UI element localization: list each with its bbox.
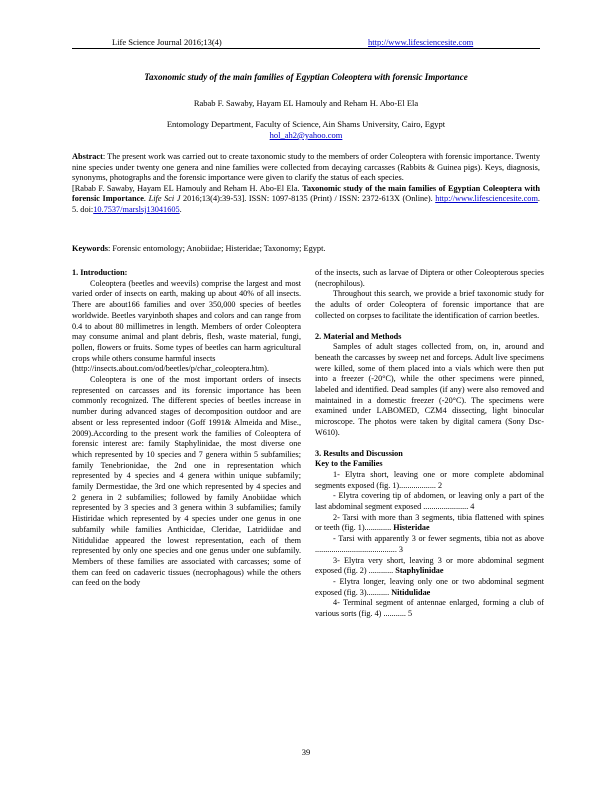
key-item: [315, 577, 544, 598]
citation-after-url: . 5. doi:: [72, 194, 540, 214]
page-number: 39: [301, 747, 311, 757]
key-item-family: Staphylinidae: [395, 566, 444, 576]
intro-paragraph-continued: of the insects, such as larvae of Diptera or other Coleopterous species (necrophilous).: [315, 268, 544, 288]
paper-title: Taxonomic study of the main families of Egyptian Coleoptera with forensic Importance: [144, 72, 468, 82]
key-item-text: 3- Elytra very short, leaving 3 or more abdominal segment exposed (fig. 2) ............: [315, 555, 544, 576]
abstract-block: [72, 152, 540, 216]
key-item: [315, 470, 544, 491]
key-item: [315, 556, 544, 577]
header-rule: [72, 48, 540, 49]
section-heading-introduction: 1. Introduction:: [72, 268, 128, 277]
methods-paragraph: Samples of adult stages collected from, on, in, around and beneath the carcasses by sweep net and forceps. Adult live specimens were killed, some of them placed into a vials which were then put into a freezer (-20°C), while the other specimens were pinned, labeled and identified. Dead samples (if any) were also removed and maintained in a domestic freezer (-20°C). The specimens were examined under LABOMED, CZM4 dissecting, light binocular microscope. The photos were taken by digital camera (Sony Dsc-W610).: [315, 342, 544, 437]
intro-paragraph-1: Coleoptera (beetles and weevils) comprise the largest and most varied order of insects on earth, making up about 40% of all insects. There are about166 families and over 350,000 species of beetles worldwide. Beetles varyinboth shapes and colors and can range from 0.4 to about 80 millimetres in length. Members of order Coleoptera may consume animal and plant debris, flesh, waste material, fungi, pollen, flowers or fruits. Some types of beetles can harm agricultural crops while others consume harmful insects: [72, 278, 301, 363]
citation-rest: 2016;13(4):39-53]. ISSN: 1097-8135 (Print) / ISSN: 2372-613X (Online).: [180, 194, 436, 204]
intro-paragraph-3: Throughout this search, we provide a brief taxonomic study for the adults of order Coleoptera of forensic importance that are collected on corpses to facilitate the identification of carrion beetles.: [315, 289, 544, 320]
key-item-text: 1- Elytra short, leaving one or more complete abdominal segments exposed (fig. 1).................. 2: [315, 469, 544, 490]
citation-end: .: [179, 204, 182, 214]
key-item-text: - Tarsi with apparently 3 or fewer segments, tibia not as above ........................................ 3: [315, 534, 544, 554]
affiliation: Entomology Department, Faculty of Science, Ain Shams University, Cairo, Egypt: [166, 119, 446, 129]
section-heading-methods: 2. Material and Methods: [315, 331, 402, 341]
running-header-url-link[interactable]: http://www.lifesciencesite.com: [368, 37, 474, 47]
key-item: [315, 491, 544, 512]
intro-url: (http://insects.about.com/od/beetles/p/char_coleoptera.htm).: [72, 364, 269, 374]
citation-title: Taxonomic study of the main families of Egyptian Coleoptera with forensic Importance: [72, 183, 540, 204]
right-column: [315, 268, 544, 620]
key-heading: Key to the Families: [315, 459, 383, 469]
citation-journal: . Life Sci J: [143, 194, 181, 204]
key-list: [315, 470, 544, 620]
section-heading-results: 3. Results and Discussion: [315, 448, 403, 458]
citation-url-link[interactable]: http://www.lifesciencesite.com: [435, 194, 538, 204]
abstract-text: : The present work was carried out to create taxonomic study to the members of order Coleoptera with forensic importance. Twenty nine species under twenty one genera and nine families were collected from decaying carcasses (Rabbits & Guinea pigs). Keys, diagnosis, synonyms, photographs and the forensic importance were given to clarify the status of each species.: [72, 152, 540, 183]
email-wrap: [72, 130, 540, 140]
key-item-text: - Elytra longer, leaving only one or two abdominal segment exposed (fig. 3)...........: [315, 576, 544, 597]
abstract-label: Abstract: [72, 152, 103, 161]
keywords-label: Keywords: [72, 244, 108, 253]
keywords-line: [72, 244, 540, 253]
doi-link[interactable]: 10.7537/marslsj13041605: [93, 204, 180, 214]
key-item-family: Nitidulidae: [391, 587, 431, 597]
key-item-text: - Elytra covering tip of abdomen, or leaving only a part of the last abdominal segment exposed ...................... 4: [315, 491, 544, 512]
authors: Rabab F. Sawaby, Hayam EL Hamouly and Reham H. Abo-El Ela: [193, 98, 419, 108]
key-item: [315, 598, 544, 619]
intro-paragraph-2: Coleoptera is one of the most important orders of insects represented on carcasses and its forensic importance has been commonly recognized. The different species of beetles increase in number during advanced stages of decomposition outdoor and are absent or less represented indoor (Goff 1991& Almeida and Mise., 2009).According to the present work the families of Coleoptera of forensic interest are: family Staphylinidae, the most diverse one which represented by 10 species and 7 genera within 5 subfamilies; family Tenebrionidae, the 2nd one in representation which represented by 4 species and 4 genera within unique subfamily; family Dermestidae, the 3rd one which represented by 4 species and 2 genera in 2 subfamilies; followed by family Anobiidae which represented by 3 species and 3 genera within 3 subfamilies; family Histiridae which represented by 4 species under one genus in one subfamily while families Anthicidae, Cleridae, Latridiidae and Nitidulidae appeared the lowest representation, each of them represented by only one species and one genus under one subfamily. Members of these families are associated with carcasses; some of them can feed on cadaveric tissues (necrophagous) while the others can feed on the body: [72, 375, 301, 588]
key-item-family: Histeridae: [393, 523, 430, 533]
keywords-text: : Forensic entomology; Anobiidae; Histeridae; Taxonomy; Egypt.: [107, 244, 326, 253]
key-item: [315, 534, 544, 555]
key-item-text: 2- Tarsi with more than 3 segments, tibia flattened with spines or teeth (fig. 1).............: [315, 512, 544, 533]
key-item: [315, 513, 544, 534]
left-column: [72, 268, 301, 589]
email-link[interactable]: hol_ah2@yahoo.com: [269, 130, 343, 140]
citation-plain: [Rabab F. Sawaby, Hayam EL Hamouly and Reham H. Abo-El Ela.: [72, 183, 303, 193]
running-header-journal: Life Science Journal 2016;13(4): [112, 37, 222, 47]
key-item-text: 4- Terminal segment of antennae enlarged, forming a club of various sorts (fig. 4) ........... 5: [315, 598, 544, 619]
